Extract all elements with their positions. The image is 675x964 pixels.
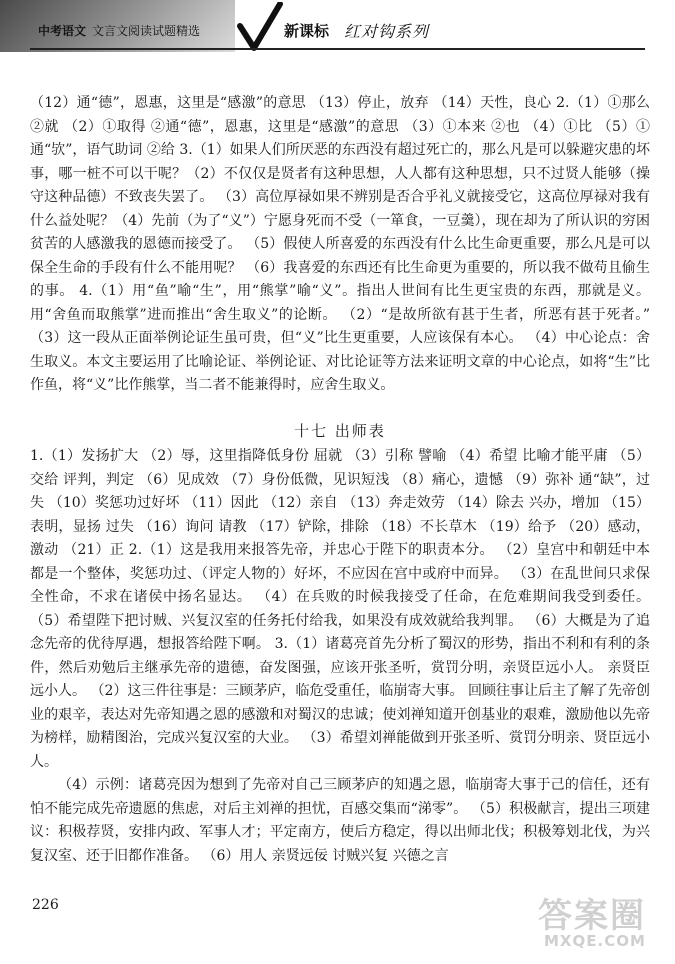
header-book-subtitle: 文言文阅读试题精选 bbox=[92, 24, 201, 38]
header-brand-label: 红对钩系列 bbox=[344, 22, 430, 41]
answer-paragraph: 1.（1）发扬扩大 （2）辱，这里指降低身份 屈就 （3）引称 譬喻 （4）希望 比喻才能平庸 （5）交给 评判，判定 （6）见成效 （7）身份低微，见识短浅 （8）痛心，遗憾 （9）弥补 通“缺”，过失 （10）奖惩功过好坏 （11）因此 （12）亲自 （13）奔走效劳 （14）除去 兴办，增加 （15）表明，显扬 过失 （16）询问 请教 （17）铲除，排除 （18）不长草木 （19）给予 （20）感动，激动 （21）正 2.（1）这是我用来报答先帝，并忠心于陛下的职责本分。 （2）皇宫中和朝廷中本都是一个整体，奖惩功过、（评定人物的）好坏，不应因在宫中或府中而异。 （3）在乱世间只求保全性命，不求在诸侯中扬名显达。 （4）在兵败的时候我接受了任命，在危难期间我受到委任。 （5）希望陛下把讨贼、兴复汉室的任务托付给我，如果没有成效就给我判罪。 （6）大概是为了追念先帝的优待厚遇，想报答给陛下啊。 3.（1）诸葛亮首先分析了蜀汉的形势，指出不利和有利的条件，然后劝勉后主继承先帝的遗德，奋发图强，应该开张圣听，赏罚分明，亲贤臣远小人。 亲贤臣远小人。 （2）这三件往事是：三顾茅庐，临危受重任，临崩寄大事。 回顾往事让后主了解了先帝创业的艰辛，表达对先帝知遇之恩的感激和对蜀汉的忠诚；使刘禅知道开创基业的艰难，激励他以先帝为榜样，励精图治，完成兴复汉室的大业。 （3）希望刘禅能做到开张圣听、赏罚分明亲、贤臣远小人。 bbox=[30, 448, 650, 770]
header-curriculum-label: 新课标 bbox=[284, 22, 330, 40]
page-header bbox=[0, 0, 675, 62]
header-series-label: 中考语文 bbox=[38, 24, 87, 38]
page-body bbox=[30, 92, 650, 868]
page-number: 226 bbox=[32, 897, 59, 913]
answer-paragraph: （12）通“德”，恩惠，这里是“感激”的意思 （13）停止，放弃 （14）天性，良心 2.（1）①那么 ②就 （2）①取得 ②通“德”，恩惠，这里是“感激”的意思 （3）①本来 ②也 （4）①比 （5）①通“欤”，语气助词 ②给 3.（1）如果人们所厌恶的东西没有超过死亡的，那么凡是可以躲避灾患的坏事，哪一桩不可以干呢？（2）不仅仅是贤者有这种思想，人人都有这种思想，只不过贤人能够（操守这种品德）不致丧失罢了。 （3）高位厚禄如果不辨别是否合乎礼义就接受它，这高位厚禄对我有什么益处呢？（4）先前（为了“义”）宁愿身死而不受（一箪食，一豆羹），现在却为了所认识的穷困贫苦的人感激我的恩德而接受了。 （5）假使人所喜爱的东西没有什么比生命更重要，那么凡是可以保全生命的手段有什么不能用呢？ （6）我喜爱的东西还有比生命更为重要的，所以我不做苟且偷生的事。 4.（1）用“鱼”喻“生”，用“熊掌”喻“义”。指出人世间有比生更宝贵的东西，那就是义。用“舍鱼而取熊掌”进而推出“舍生取义”的论断。 （2）“是故所欲有甚于生者，所恶有甚于死者。” （3）这一段从正面举例论证生虽可贵，但“义”比生更重要，人应该保有本心。 （4）中心论点：舍生取义。本文主要运用了比喻论证、举例论证、对比论证等方法来证明文章的中心论点，如将“生”比作鱼，将“义”比作熊掌，当二者不能兼得时，应舍生取义。 bbox=[30, 95, 650, 393]
section-title: 十七 出师表 bbox=[294, 421, 386, 440]
watermark bbox=[530, 888, 660, 958]
answer-paragraph: （4）示例：诸葛亮因为想到了先帝对自己三顾茅庐的知遇之恩，临崩寄大事于己的信任，还有怕不能完成先帝遗愿的焦虑，对后主刘禅的担忧，百感交集而“涕零”。 （5）积极献言，提出三项建议：积极荐贤，安排内政、军事人才；平定南方，使后方稳定，得以出师北伐；积极筹划北伐，为兴复汉室、还于旧都作准备。 （6）用人 亲贤远佞 讨贼兴复 兴德之言 bbox=[30, 777, 650, 864]
watermark-text: 答案圈 bbox=[538, 896, 646, 936]
header-rule bbox=[30, 48, 645, 50]
watermark-url: MXQE.COM bbox=[544, 932, 646, 950]
